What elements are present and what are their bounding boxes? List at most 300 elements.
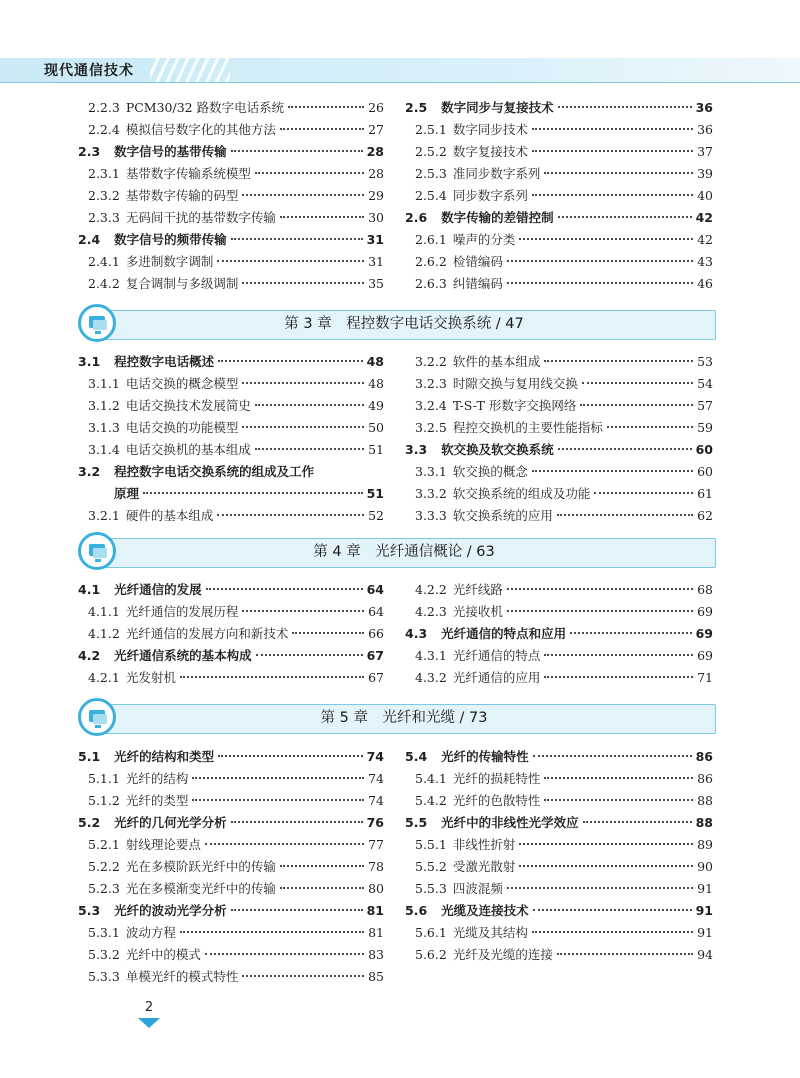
toc-page-number: 31 — [368, 254, 384, 269]
toc-page-number: 66 — [368, 626, 384, 641]
toc-entry-number: 4.2.1 — [88, 670, 120, 685]
toc-page-number: 51 — [368, 442, 384, 457]
toc-page-number: 51 — [366, 486, 384, 501]
toc-dot-leader — [288, 106, 364, 108]
toc-page-number: 27 — [368, 122, 384, 137]
toc-section-entry[interactable] — [78, 483, 384, 505]
toc-page-number: 71 — [697, 670, 713, 685]
toc-entry-number: 4.1.2 — [88, 626, 120, 641]
toc-entry-number: 5.3.3 — [88, 969, 120, 984]
toc-dot-leader — [544, 654, 693, 656]
toc-page-number: 88 — [695, 815, 713, 830]
toc-subsection-entry[interactable] — [405, 119, 713, 141]
toc-dot-leader — [242, 426, 364, 428]
toc-section-entry[interactable] — [78, 579, 384, 601]
toc-entry-title: 光纤的结构和类型 — [114, 749, 215, 764]
toc-dot-leader — [280, 887, 364, 889]
toc-subsection-entry[interactable] — [405, 834, 713, 856]
toc-column-left — [78, 351, 384, 527]
toc-entry-title: 光纤的波动光学分析 — [114, 903, 227, 918]
toc-entry-number: 2.6.2 — [415, 254, 447, 269]
toc-entry-title: PCM30/32 路数字电话系统 — [125, 100, 285, 115]
toc-subsection-entry[interactable] — [405, 163, 713, 185]
toc-page-number: 74 — [368, 793, 384, 808]
toc-page-number: 80 — [368, 881, 384, 896]
toc-entry-number: 4.3.1 — [415, 648, 447, 663]
toc-subsection-entry[interactable] — [78, 505, 384, 527]
toc-entry-number: 3.2.5 — [415, 420, 447, 435]
toc-entry-number: 3.3 — [405, 442, 428, 457]
toc-page-number: 64 — [368, 604, 384, 619]
toc-entry-number: 5.2 — [78, 815, 101, 830]
toc-entry-title: 光纤的几何光学分析 — [114, 815, 227, 830]
toc-page-number: 54 — [697, 376, 713, 391]
toc-page-number: 62 — [697, 508, 713, 523]
toc-entry-number: 2.5.3 — [415, 166, 447, 181]
toc-entry-title: 时隙交换与复用线交换 — [452, 376, 578, 391]
toc-subsection-entry[interactable] — [405, 483, 713, 505]
toc-entry-number: 3.2.4 — [415, 398, 447, 413]
toc-entry-number: 5.1 — [78, 749, 101, 764]
toc-subsection-entry[interactable] — [78, 790, 384, 812]
toc-page-number: 36 — [697, 122, 713, 137]
toc-entry-title: 原理 — [114, 486, 140, 501]
toc-dot-leader — [533, 755, 692, 757]
triangle-down-icon — [138, 1018, 160, 1028]
toc-entry-title: 模拟信号数字化的其他方法 — [125, 122, 276, 137]
toc-dot-leader — [580, 404, 693, 406]
toc-subsection-entry[interactable] — [405, 645, 713, 667]
toc-page-number: 81 — [366, 903, 384, 918]
toc-entry-title: 单模光纤的模式特性 — [125, 969, 239, 984]
toc-subsection-entry[interactable] — [78, 834, 384, 856]
toc-subsection-entry[interactable] — [78, 623, 384, 645]
toc-page-number: 83 — [368, 947, 384, 962]
toc-subsection-entry[interactable] — [405, 790, 713, 812]
toc-subsection-entry[interactable] — [405, 251, 713, 273]
toc-section-entry[interactable] — [405, 97, 713, 119]
toc-dot-leader — [507, 260, 693, 262]
toc-dot-leader — [192, 799, 364, 801]
toc-entry-number: 5.2.1 — [88, 837, 120, 852]
toc-dot-leader — [519, 238, 693, 240]
toc-page-number: 39 — [697, 166, 713, 181]
toc-page-number: 60 — [697, 464, 713, 479]
toc-page-number: 30 — [368, 210, 384, 225]
toc-page-number: 67 — [368, 670, 384, 685]
toc-dot-leader — [519, 865, 693, 867]
toc-page-number: 69 — [697, 648, 713, 663]
toc-entry-number: 5.4.2 — [415, 793, 447, 808]
toc-entry-number: 5.3.2 — [88, 947, 120, 962]
toc-dot-leader — [242, 610, 364, 612]
toc-entry-title: 光纤通信的特点和应用 — [441, 626, 567, 641]
toc-entry-number: 5.5.3 — [415, 881, 447, 896]
toc-entry-title: 光在多模渐变光纤中的传输 — [125, 881, 276, 896]
toc-entry-title: 电话交换机的基本组成 — [125, 442, 251, 457]
toc-subsection-entry[interactable] — [78, 667, 384, 689]
toc-column-left — [78, 97, 384, 295]
toc-dot-leader — [507, 282, 693, 284]
toc-entry-title: 光纤的色散特性 — [452, 793, 541, 808]
toc-page-number: 68 — [697, 582, 713, 597]
toc-dot-leader — [217, 514, 364, 516]
toc-entry-title: 光纤中的模式 — [125, 947, 201, 962]
toc-entry-title: 光纤的结构 — [125, 771, 189, 786]
toc-entry-number: 2.5.4 — [415, 188, 447, 203]
toc-entry-title: 非线性折射 — [452, 837, 516, 852]
toc-page-number: 76 — [366, 815, 384, 830]
toc-entry-number: 5.6.2 — [415, 947, 447, 962]
toc-page-number: 91 — [697, 881, 713, 896]
toc-subsection-entry[interactable] — [78, 207, 384, 229]
toc-entry-title: 受激光散射 — [452, 859, 516, 874]
header-rule — [0, 82, 800, 83]
toc-page-number: 28 — [368, 166, 384, 181]
toc-subsection-entry[interactable] — [78, 856, 384, 878]
toc-page-number: 42 — [695, 210, 713, 225]
toc-entry-number: 4.1.1 — [88, 604, 120, 619]
toc-entry-number: 2.3.2 — [88, 188, 120, 203]
toc-entry-title: 光在多模阶跃光纤中的传输 — [125, 859, 276, 874]
toc-entry-number: 2.6.1 — [415, 232, 447, 247]
toc-subsection-entry[interactable] — [405, 351, 713, 373]
toc-entry-title: 电话交换技术发展简史 — [125, 398, 251, 413]
toc-entry-title: 光纤及光缆的连接 — [452, 947, 553, 962]
toc-section-entry[interactable] — [78, 461, 384, 483]
toc-subsection-entry[interactable] — [78, 966, 384, 988]
toc-dot-leader — [558, 216, 692, 218]
toc-dot-leader — [280, 128, 364, 130]
toc-subsection-entry[interactable] — [78, 395, 384, 417]
toc-page-number: 86 — [697, 771, 713, 786]
toc-subsection-entry[interactable] — [405, 273, 713, 295]
toc-dot-leader — [192, 777, 364, 779]
toc-entry-title: 光纤通信的发展 — [114, 582, 202, 597]
toc-entry-title: 程控数字电话概述 — [114, 354, 215, 369]
toc-page-number: 64 — [366, 582, 384, 597]
toc-section-entry[interactable] — [405, 812, 713, 834]
toc-subsection-entry[interactable] — [405, 856, 713, 878]
toc-entry-number: 3.2 — [78, 464, 101, 479]
toc-subsection-entry[interactable] — [78, 97, 384, 119]
toc-entry-title: 光纤通信系统的基本构成 — [114, 648, 252, 663]
toc-entry-title: 无码间干扰的基带数字传输 — [125, 210, 276, 225]
toc-subsection-entry[interactable] — [405, 373, 713, 395]
toc-entry-title: 光纤的损耗特性 — [452, 771, 541, 786]
toc-page-number: 94 — [697, 947, 713, 962]
chapter-heading-5[interactable] — [78, 698, 714, 738]
toc-subsection-entry[interactable] — [78, 601, 384, 623]
toc-entry-title: 软件的基本组成 — [452, 354, 541, 369]
toc-page-number: 90 — [697, 859, 713, 874]
toc-entry-title: 数字信号的基带传输 — [114, 144, 227, 159]
toc-subsection-entry[interactable] — [405, 768, 713, 790]
toc-entry-title: 光纤通信的发展方向和新技术 — [125, 626, 289, 641]
toc-entry-title: 数字复接技术 — [452, 144, 528, 159]
toc-entry-number: 3.2.3 — [415, 376, 447, 391]
toc-page-number: 53 — [697, 354, 713, 369]
toc-entry-title: 复合调制与多级调制 — [125, 276, 239, 291]
toc-entry-title: 基带数字传输的码型 — [125, 188, 239, 203]
toc-dot-leader — [242, 194, 364, 196]
toc-entry-number: 4.3 — [405, 626, 428, 641]
toc-section-entry[interactable] — [78, 900, 384, 922]
toc-dot-leader — [218, 755, 362, 757]
toc-entry-number: 5.6 — [405, 903, 428, 918]
toc-entry-number: 2.2.4 — [88, 122, 120, 137]
toc-entry-number: 5.6.1 — [415, 925, 447, 940]
toc-dot-leader — [532, 470, 693, 472]
toc-page-number: 74 — [368, 771, 384, 786]
chapter-heading-3[interactable] — [78, 304, 714, 344]
toc-subsection-entry[interactable] — [78, 273, 384, 295]
toc-dot-leader — [557, 953, 693, 955]
toc-page-number: 77 — [368, 837, 384, 852]
toc-dot-leader — [558, 448, 692, 450]
toc-subsection-entry[interactable] — [405, 922, 713, 944]
toc-subsection-entry[interactable] — [78, 439, 384, 461]
toc-section-entry[interactable] — [405, 439, 713, 461]
toc-subsection-entry[interactable] — [78, 922, 384, 944]
toc-section-entry[interactable] — [78, 812, 384, 834]
toc-page-number: 91 — [695, 903, 713, 918]
toc-page-number: 91 — [697, 925, 713, 940]
toc-entry-title: 基带数字传输系统模型 — [125, 166, 251, 181]
toc-subsection-entry[interactable] — [78, 163, 384, 185]
toc-dot-leader — [519, 843, 693, 845]
toc-entry-title: 波动方程 — [125, 925, 176, 940]
toc-entry-number: 4.2.3 — [415, 604, 447, 619]
toc-entry-title: 纠错编码 — [452, 276, 503, 291]
toc-entry-title: 数字同步技术 — [452, 122, 528, 137]
toc-subsection-entry[interactable] — [78, 373, 384, 395]
toc-dot-leader — [544, 360, 693, 362]
chapter-heading-4[interactable] — [78, 532, 714, 572]
toc-dot-leader — [558, 106, 692, 108]
toc-dot-leader — [582, 382, 693, 384]
toc-dot-leader — [544, 172, 693, 174]
toc-entry-number: 3.3.2 — [415, 486, 447, 501]
toc-entry-number: 2.5.2 — [415, 144, 447, 159]
toc-entry-title: 噪声的分类 — [452, 232, 516, 247]
toc-page-number: 74 — [366, 749, 384, 764]
toc-entry-title: 同步数字系列 — [452, 188, 528, 203]
toc-page-number: 86 — [695, 749, 713, 764]
toc-page-number: 50 — [368, 420, 384, 435]
toc-subsection-entry[interactable] — [405, 141, 713, 163]
toc-subsection-entry[interactable] — [78, 417, 384, 439]
toc-page-number: 46 — [697, 276, 713, 291]
toc-page-number: 61 — [697, 486, 713, 501]
toc-page-number: 31 — [366, 232, 384, 247]
toc-entry-title: 光接收机 — [452, 604, 503, 619]
toc-dot-leader — [242, 975, 364, 977]
toc-entry-number: 5.5 — [405, 815, 428, 830]
toc-dot-leader — [143, 492, 363, 494]
toc-subsection-entry[interactable] — [405, 185, 713, 207]
toc-dot-leader — [217, 260, 364, 262]
toc-entry-number: 2.3.1 — [88, 166, 120, 181]
toc-entry-number: 5.5.1 — [415, 837, 447, 852]
header-stripes — [150, 58, 230, 82]
toc-dot-leader — [544, 777, 693, 779]
toc-dot-leader — [242, 382, 364, 384]
toc-entry-number: 3.2.1 — [88, 508, 120, 523]
toc-entry-title: 光纤的类型 — [125, 793, 189, 808]
toc-page-number: 29 — [368, 188, 384, 203]
toc-entry-title: 光纤通信的应用 — [452, 670, 541, 685]
toc-entry-title: 光发射机 — [125, 670, 176, 685]
toc-section-entry[interactable] — [78, 141, 384, 163]
toc-dot-leader — [607, 426, 693, 428]
toc-section-entry[interactable] — [78, 351, 384, 373]
toc-dot-leader — [231, 909, 363, 911]
toc-entry-number: 4.2.2 — [415, 582, 447, 597]
toc-entry-number: 3.1 — [78, 354, 101, 369]
toc-dot-leader — [507, 588, 693, 590]
toc-page-number: 88 — [697, 793, 713, 808]
toc-entry-title: 硬件的基本组成 — [125, 508, 214, 523]
toc-subsection-entry[interactable] — [78, 251, 384, 273]
toc-entry-title: 软交换的概念 — [452, 464, 528, 479]
toc-entry-title: 软交换系统的组成及功能 — [452, 486, 591, 501]
toc-subsection-entry[interactable] — [405, 505, 713, 527]
toc-page-number: 69 — [695, 626, 713, 641]
toc-dot-leader — [570, 632, 691, 634]
toc-entry-number: 3.1.3 — [88, 420, 120, 435]
toc-entry-title: 检错编码 — [452, 254, 503, 269]
toc-entry-number: 3.2.2 — [415, 354, 447, 369]
toc-entry-number: 5.1.1 — [88, 771, 120, 786]
toc-entry-number: 3.1.1 — [88, 376, 120, 391]
toc-dot-leader — [532, 931, 693, 933]
chapter-title: 第 5 章 光纤和光缆 / 73 — [320, 710, 488, 726]
toc-dot-leader — [180, 676, 364, 678]
toc-section-entry[interactable] — [405, 207, 713, 229]
toc-entry-number: 4.1 — [78, 582, 101, 597]
toc-entry-number: 5.2.3 — [88, 881, 120, 896]
toc-column-left — [78, 746, 384, 988]
toc-page-number: 81 — [368, 925, 384, 940]
page-number: 2 — [144, 1000, 154, 1015]
toc-section-entry[interactable] — [78, 229, 384, 251]
toc-entry-title: 软交换及软交换系统 — [441, 442, 554, 457]
toc-entry-number: 4.2 — [78, 648, 101, 663]
toc-dot-leader — [532, 128, 693, 130]
toc-subsection-entry[interactable] — [78, 878, 384, 900]
toc-subsection-entry[interactable] — [405, 417, 713, 439]
toc-subsection-entry[interactable] — [78, 944, 384, 966]
toc-entry-number: 2.3 — [78, 144, 101, 159]
toc-subsection-entry[interactable] — [405, 229, 713, 251]
toc-dot-leader — [205, 843, 364, 845]
toc-subsection-entry[interactable] — [405, 944, 713, 966]
toc-entry-number: 2.6.3 — [415, 276, 447, 291]
toc-section-entry[interactable] — [405, 623, 713, 645]
toc-entry-number: 5.4 — [405, 749, 428, 764]
toc-entry-number: 5.3 — [78, 903, 101, 918]
toc-page-number: 52 — [368, 508, 384, 523]
toc-page-number: 40 — [697, 188, 713, 203]
toc-dot-leader — [544, 676, 693, 678]
toc-dot-leader — [218, 360, 362, 362]
toc-page-number: 48 — [368, 376, 384, 391]
toc-entry-title: 四波混频 — [452, 881, 503, 896]
toc-entry-number: 2.4.1 — [88, 254, 120, 269]
toc-entry-title: 数字传输的差错控制 — [441, 210, 554, 225]
toc-entry-title: 软交换系统的应用 — [452, 508, 553, 523]
toc-subsection-entry[interactable] — [405, 579, 713, 601]
toc-entry-number: 2.2.3 — [88, 100, 120, 115]
toc-entry-number: 5.1.2 — [88, 793, 120, 808]
chapter-title: 第 4 章 光纤通信概论 / 63 — [313, 544, 495, 560]
toc-entry-title: 光纤中的非线性光学效应 — [441, 815, 579, 830]
toc-subsection-entry[interactable] — [405, 667, 713, 689]
toc-entry-number: 3.3.3 — [415, 508, 447, 523]
toc-page-number: 60 — [695, 442, 713, 457]
toc-subsection-entry[interactable] — [78, 119, 384, 141]
toc-dot-leader — [532, 150, 693, 152]
toc-dot-leader — [255, 172, 364, 174]
toc-page-number: 42 — [697, 232, 713, 247]
toc-entry-title: 数字同步与复接技术 — [441, 100, 554, 115]
toc-subsection-entry[interactable] — [405, 601, 713, 623]
toc-entry-title: T-S-T 形数字交换网络 — [452, 398, 577, 413]
toc-dot-leader — [280, 865, 364, 867]
toc-subsection-entry[interactable] — [405, 461, 713, 483]
toc-dot-leader — [532, 194, 693, 196]
toc-dot-leader — [533, 909, 692, 911]
toc-page-number: 49 — [368, 398, 384, 413]
toc-entry-title: 程控交换机的主要性能指标 — [452, 420, 603, 435]
toc-entry-title: 准同步数字系列 — [452, 166, 541, 181]
toc-section-entry[interactable] — [405, 900, 713, 922]
toc-subsection-entry[interactable] — [78, 185, 384, 207]
toc-dot-leader — [206, 588, 363, 590]
toc-subsection-entry[interactable] — [405, 395, 713, 417]
toc-dot-leader — [507, 887, 693, 889]
toc-section-entry[interactable] — [405, 746, 713, 768]
toc-dot-leader — [507, 610, 693, 612]
toc-dot-leader — [231, 821, 363, 823]
toc-entry-title: 光缆及其结构 — [452, 925, 528, 940]
toc-column-right — [405, 746, 713, 966]
toc-dot-leader — [255, 448, 364, 450]
toc-page-number: 35 — [368, 276, 384, 291]
toc-entry-number: 3.3.1 — [415, 464, 447, 479]
toc-page-number: 59 — [697, 420, 713, 435]
toc-dot-leader — [292, 632, 364, 634]
toc-dot-leader — [583, 821, 692, 823]
toc-page-number: 89 — [697, 837, 713, 852]
toc-subsection-entry[interactable] — [78, 768, 384, 790]
toc-section-entry[interactable] — [78, 746, 384, 768]
toc-entry-number: 2.3.3 — [88, 210, 120, 225]
toc-dot-leader — [557, 514, 693, 516]
toc-dot-leader — [205, 953, 364, 955]
toc-page-number: 36 — [695, 100, 713, 115]
toc-entry-number: 3.1.2 — [88, 398, 120, 413]
toc-subsection-entry[interactable] — [405, 878, 713, 900]
toc-page-number: 57 — [697, 398, 713, 413]
toc-entry-title: 程控数字电话交换系统的组成及工作 — [114, 464, 315, 479]
toc-entry-title: 光纤通信的特点 — [452, 648, 541, 663]
toc-section-entry[interactable] — [78, 645, 384, 667]
toc-dot-leader — [594, 492, 693, 494]
running-header-title: 现代通信技术 — [44, 63, 134, 79]
toc-entry-title: 电话交换的功能模型 — [125, 420, 239, 435]
